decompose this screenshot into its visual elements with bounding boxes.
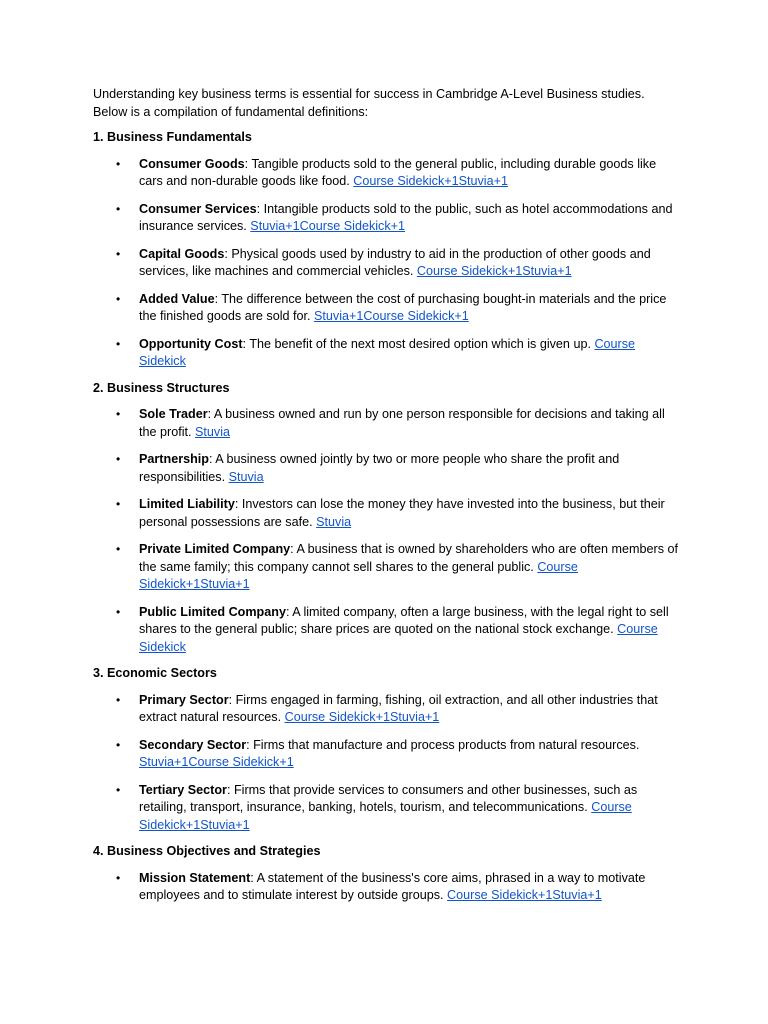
bullet-icon: • [116,291,121,306]
list-item [93,782,682,835]
section-heading: 3. Economic Sectors [93,666,217,680]
term-name: Consumer Goods [139,156,245,171]
term-definition: : The benefit of the next most desired option which is given up. [242,336,595,351]
citation-link[interactable]: Course Sidekick+1Stuvia+1 [416,264,572,278]
citation-link[interactable]: Course Sidekick [139,336,636,368]
term-definition: : A business that is owned by shareholders who are often members of the same family; this company cannot sell shares to the general public. [139,542,678,574]
term-definition: : A statement of the business's core aims, phrased in a way to motivate employees and to stimulate interest by outside groups. [139,870,646,902]
citation-link[interactable]: Course Sidekick+1Stuvia+1 [447,888,602,902]
bullet-icon: • [116,452,121,466]
bullet-icon: • [116,870,121,885]
bullet-icon: • [116,542,121,556]
list-item [93,201,682,236]
citation-link[interactable]: Stuvia [228,469,264,484]
list-item [93,496,682,531]
bullet-icon: • [116,201,121,216]
term-list [93,406,682,656]
citation-link[interactable]: Stuvia [195,424,231,439]
bullet-icon: • [116,692,121,707]
term-name: Secondary Sector [139,737,247,752]
bullet-icon: • [116,246,121,261]
bullet-icon: • [116,336,121,351]
term-name: Added Value [139,291,215,306]
citation-link[interactable]: Stuvia+1Course Sidekick+1 [314,309,469,323]
citation-link[interactable]: Course Sidekick [139,622,658,654]
list-item [93,870,682,905]
term-name: Private Limited Company [139,542,291,556]
term-name: Capital Goods [139,246,225,261]
list-item [93,451,682,486]
term-list [93,870,682,905]
list-item [93,336,682,371]
term-definition: : Firms that provide services to consumers and other businesses, such as retailing, transport, insurance, banking, hotels, tourism, and telecommunications. [139,782,638,814]
list-item [93,541,682,594]
citation-link[interactable]: Stuvia [316,514,352,529]
term-definition: : The difference between the cost of purchasing bought-in materials and the price the finished goods are sold for. [139,291,667,323]
term-definition: : Tangible products sold to the general public, including durable goods like cars and non-durable goods like food. [139,156,657,188]
term-definition: : Firms that manufacture and process products from natural resources. [246,737,640,752]
citation-link[interactable]: Course Sidekick+1Stuvia+1 [139,559,578,591]
term-name: Primary Sector [139,692,229,707]
bullet-icon: • [116,604,121,619]
term-definition: : A business owned and run by one person responsible for decisions and taking all the profit. [139,407,665,439]
term-name: Consumer Services [139,201,257,216]
citation-link[interactable]: Course Sidekick+1Stuvia+1 [284,710,440,724]
term-definition: : A business owned jointly by two or more people who share the profit and responsibilities. [139,452,620,484]
list-item [93,406,682,441]
term-name: Mission Statement [139,870,251,885]
bullet-icon: • [116,156,121,171]
bullet-icon: • [116,737,121,752]
term-name: Public Limited Company [139,604,286,619]
section-heading: 1. Business Fundamentals [93,130,252,144]
bullet-icon: • [116,497,121,511]
term-definition: : Firms engaged in farming, fishing, oil extraction, and all other industries that extract natural resources. [139,692,658,724]
citation-link[interactable]: Stuvia+1Course Sidekick+1 [139,755,294,769]
section-heading: 4. Business Objectives and Strategies [93,844,321,858]
citation-link[interactable]: Course Sidekick+1Stuvia+1 [353,174,508,188]
list-item [93,156,682,191]
bullet-icon: • [116,407,121,421]
term-name: Tertiary Sector [139,782,227,797]
term-definition: : Physical goods used by industry to aid in the production of other goods and services, like machines and commercial vehicles. [139,246,651,278]
section-heading: 2. Business Structures [93,380,230,395]
list-item [93,604,682,657]
intro-paragraph: Understanding key business terms is essential for success in Cambridge A-Level Business studies. Below is a compilation of fundamental definitions: [93,87,645,119]
list-item [93,737,682,772]
term-definition: : Intangible products sold to the public, such as hotel accommodations and insurance services. [139,201,673,233]
list-item [93,291,682,326]
sections-container [93,129,682,905]
term-definition: : Investors can lose the money they have invested into the business, but their personal possessions are safe. [139,497,665,529]
list-item [93,246,682,281]
list-item [93,692,682,727]
term-definition: : A limited company, often a large business, with the legal right to sell shares to the general public; share prices are quoted on the national stock exchange. [139,604,669,636]
term-name: Sole Trader [139,407,208,421]
term-list [93,156,682,371]
citation-link[interactable]: Course Sidekick+1Stuvia+1 [139,800,632,832]
bullet-icon: • [116,782,121,797]
term-name: Opportunity Cost [139,336,243,351]
term-name: Partnership [139,452,209,466]
term-list [93,692,682,835]
term-name: Limited Liability [139,497,235,511]
citation-link[interactable]: Stuvia+1Course Sidekick+1 [250,219,406,233]
